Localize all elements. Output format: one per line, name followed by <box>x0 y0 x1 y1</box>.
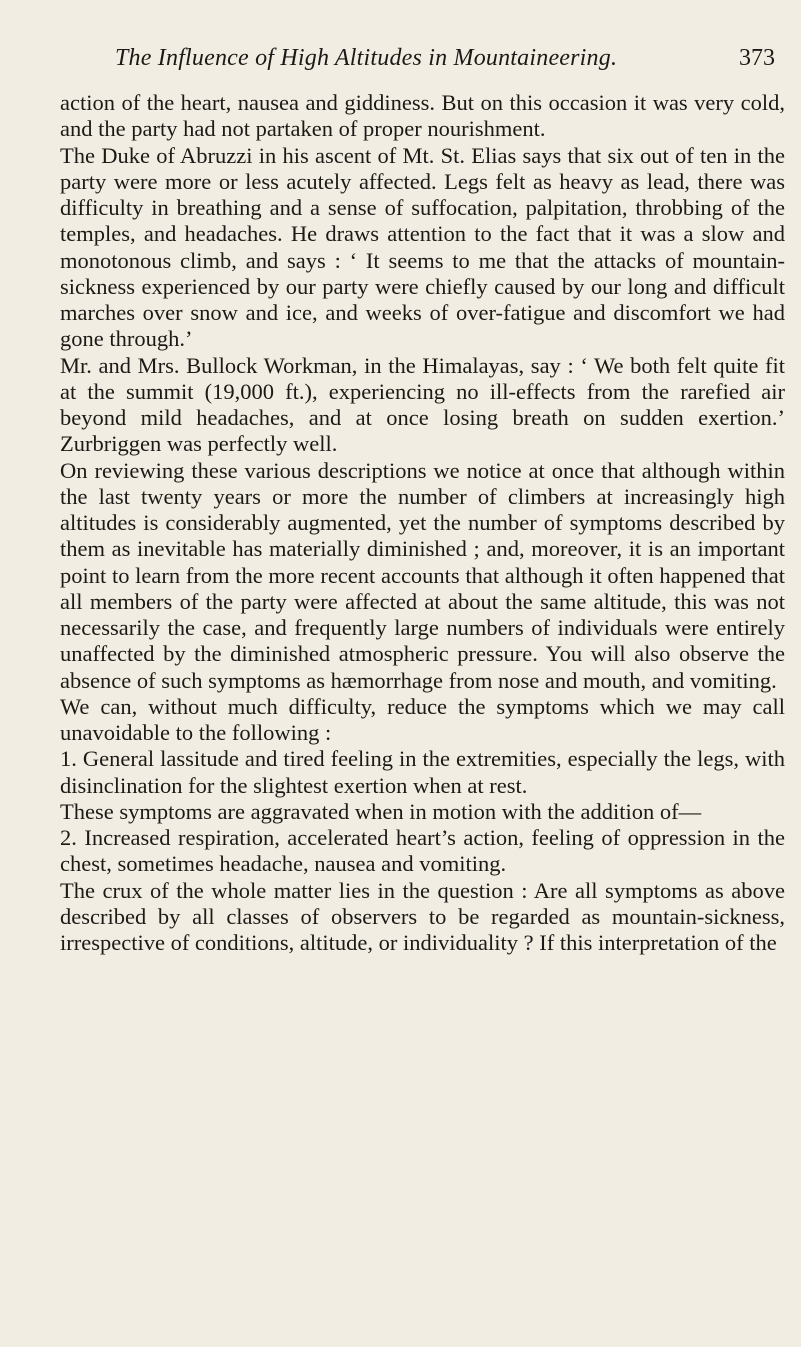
paragraph: On reviewing these various descriptions we notice at once that although within the last twenty years or more the number of climbers at increasingly high altitudes is considerably augmented, yet the number of symptoms described by them as inevitable has materially diminished ; and, moreover, it is an important point to learn from the more recent accounts that although it often happened that all members of the party were affected at about the same altitude, this was not necessarily the case, and frequently large numbers of individuals were entirely unaffected by the diminished atmospheric pressure. You will also observe the absence of such symptoms as hæmorrhage from nose and mouth, and vomiting. <box>60 457 785 693</box>
paragraph: Mr. and Mrs. Bullock Workman, in the Himalayas, say : ‘ We both felt quite fit at the summit (19,000 ft.), experiencing no ill-effects from the rarefied air beyond mild headaches, and at once losing breath on sudden exertion.’ Zurbriggen was perfectly well. <box>60 352 785 457</box>
body-text <box>60 90 785 956</box>
paragraph: action of the heart, nausea and giddiness. But on this occasion it was very cold, and the party had not partaken of proper nourishment. <box>60 90 785 142</box>
paragraph: The Duke of Abruzzi in his ascent of Mt. St. Elias says that six out of ten in the party were more or less acutely affected. Legs felt as heavy as lead, there was difficulty in breathing and a sense of suffocation, palpitation, throbbing of the temples, and headaches. He draws attention to the fact that it was a slow and monotonous climb, and says : ‘ It seems to me that the attacks of mountain-sickness experienced by our party were chiefly caused by our long and difficult marches over snow and ice, and weeks of over-fatigue and discomfort we had gone through.’ <box>60 142 785 352</box>
running-head <box>115 42 775 74</box>
running-head-title: The Influence of High Altitudes in Mountaineering. <box>115 45 618 71</box>
paragraph: These symptoms are aggravated when in motion with the addition of— <box>60 798 702 824</box>
list-item: 1. General lassitude and tired feeling in the extremities, especially the legs, with disinclination for the slightest exertion when at rest. <box>60 746 785 798</box>
paragraph: The crux of the whole matter lies in the question : Are all symptoms as above described by all classes of observers to be regarded as mountain-sickness, irrespective of conditions, altitude, or individuality ? If this interpretation of the <box>60 877 785 955</box>
list-item: 2. Increased respiration, accelerated heart’s action, feeling of oppression in the chest, sometimes headache, nausea and vomiting. <box>60 825 785 877</box>
paragraph: We can, without much difficulty, reduce the symptoms which we may call unavoidable to the following : <box>60 693 785 745</box>
page-number: 373 <box>739 45 775 71</box>
